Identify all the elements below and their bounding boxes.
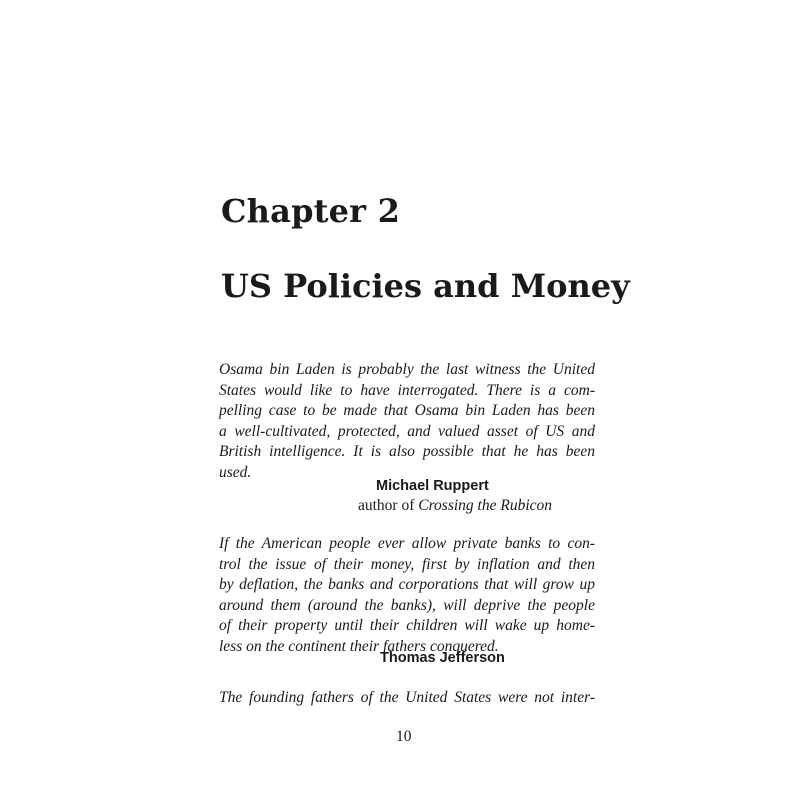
- source-prefix: author of: [358, 497, 419, 514]
- quote-founding-fathers: [219, 688, 595, 709]
- quote-source-ruppert: [358, 497, 552, 515]
- quote-line: pelling case to be made that Osama bin Laden has been: [219, 402, 595, 420]
- quote-line: If the American people ever allow private banks to con-: [219, 535, 595, 552]
- chapter-label: Chapter 2: [221, 192, 401, 230]
- quote-line: States would like to have interrogated. There is a com-: [219, 381, 595, 399]
- source-book-title: Crossing the Rubicon: [418, 497, 553, 514]
- quote-line: of their property until their children will wake up home-: [219, 617, 595, 635]
- quote-ruppert: [219, 360, 595, 484]
- quote-line: used.: [219, 463, 252, 481]
- quote-line: trol the issue of their money, first by inflation and then: [219, 555, 595, 573]
- quote-line: by deflation, the banks and corporations that will grow up: [219, 576, 595, 594]
- quote-line: a well-cultivated, protected, and valued asset of US and: [219, 422, 595, 440]
- quote-author-ruppert: Michael Ruppert: [376, 478, 489, 494]
- quote-author-jefferson: Thomas Jefferson: [380, 650, 505, 666]
- quote-line: around them (around the banks), will deprive the people: [219, 596, 595, 614]
- quote-line: less on the continent their fathers conquered.: [219, 637, 499, 655]
- chapter-title: US Policies and Money: [221, 267, 630, 305]
- quote-line: The founding fathers of the United States were not inter-: [219, 689, 595, 706]
- quote-line: Osama bin Laden is probably the last witness the United: [219, 361, 595, 378]
- page-number: 10: [396, 728, 412, 745]
- quote-jefferson: [219, 534, 595, 658]
- quote-line: British intelligence. It is also possible that he has been: [219, 443, 595, 461]
